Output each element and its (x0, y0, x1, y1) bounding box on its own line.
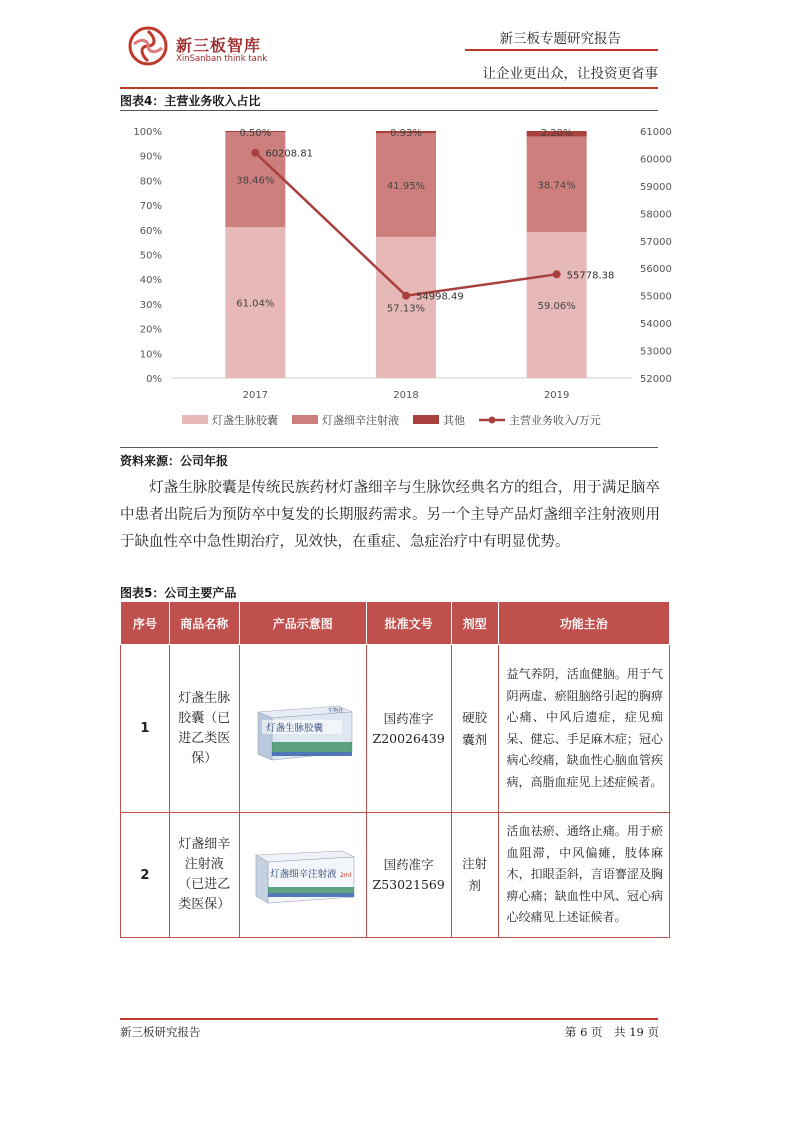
footer-divider (120, 1018, 658, 1020)
y-left-tick-label: 70% (139, 201, 162, 213)
header-form: 剂型 (451, 602, 498, 645)
box-title: 灯盏细辛注射液 (269, 868, 337, 880)
header-function: 功能主治 (498, 602, 669, 645)
y-right-tick-label: 60000 (640, 154, 672, 166)
revenue-data-label: 60208.81 (265, 148, 314, 160)
figure-divider (120, 447, 658, 448)
bar-data-label: 0.50% (239, 128, 272, 139)
legend-label: 灯盏细辛注射液 (322, 414, 399, 427)
indications: 活血祛瘀、通络止痛。用于瘀血阻滞，中风偏瘫，肢体麻木，扣眼歪斜，言语謇涩及胸痹心痛；缺血性中风、冠心病心绞痛见上述证候者。 (498, 813, 669, 938)
approval-number: 国药准字 Z53021569 (366, 813, 451, 938)
header-divider (120, 87, 658, 89)
revenue-point (251, 149, 259, 157)
y-left-tick-label: 80% (139, 176, 162, 188)
legend-label: 主营业务收入/万元 (509, 414, 601, 427)
brand-name: 新三板智库 (176, 36, 262, 55)
bar-data-label: 41.95% (386, 181, 426, 193)
revenue-point (553, 270, 561, 278)
table-header-row (121, 602, 670, 645)
header-name: 商品名称 (169, 602, 239, 645)
y-right-tick-label: 59000 (640, 181, 672, 193)
x-tick-label: 2019 (543, 390, 570, 401)
y-right-tick-label: 52000 (640, 374, 672, 385)
page-number: 第 6 页 共 19 页 (564, 1025, 659, 1039)
x-tick-label: 2017 (242, 390, 269, 401)
header-index: 序号 (121, 602, 170, 645)
y-left-tick-label: 20% (139, 324, 162, 336)
y-right-tick-label: 58000 (640, 209, 672, 221)
figure4-source: 资料来源：公司年报 (120, 454, 229, 468)
figure4-caption: 图表4：主营业务收入占比 (120, 94, 261, 108)
legend-swatch (413, 415, 439, 424)
box-title: 灯盏生脉胶囊 (265, 723, 323, 734)
revenue-point (402, 292, 410, 300)
y-right-tick-label: 56000 (640, 264, 672, 276)
brand-logo-icon (128, 26, 168, 66)
y-right-tick-label: 57000 (640, 236, 672, 248)
product-image (239, 645, 366, 813)
bar-data-label: 38.46% (236, 175, 275, 187)
y-right-tick-label: 55000 (640, 291, 672, 303)
dosage-form: 注射剂 (451, 813, 498, 938)
bar-data-label: 59.06% (537, 301, 576, 313)
capsule-box-image (248, 682, 358, 772)
header-divider (465, 49, 658, 51)
y-left-tick-label: 0% (146, 374, 162, 385)
brand-subtitle: XinSanban think tank (176, 54, 268, 64)
approval-number: 国药准字 Z20026439 (366, 645, 451, 813)
bar-data-label: 57.13% (386, 303, 426, 315)
y-left-tick-label: 50% (139, 250, 162, 262)
bar-data-label: 38.74% (537, 180, 576, 192)
product-image (239, 813, 366, 938)
table-row (121, 813, 670, 938)
figure5-caption: 图表5：公司主要产品 (120, 586, 237, 600)
header-approval: 批准文号 (366, 602, 451, 645)
injection-box-image (248, 835, 358, 913)
legend-line-marker (489, 417, 496, 424)
legend-swatch (182, 415, 208, 424)
y-left-tick-label: 40% (139, 275, 162, 287)
header-image: 产品示意图 (239, 602, 366, 645)
row-index: 2 (121, 813, 170, 938)
product-name: 灯盏细辛注射液（已进乙类医保） (169, 813, 239, 938)
revenue-share-chart (120, 113, 672, 445)
revenue-data-label: 54998.49 (416, 291, 464, 303)
bar-data-label: 2.20% (540, 128, 573, 139)
box-badge: 生物谷 (327, 708, 343, 714)
legend-swatch (292, 415, 318, 424)
x-tick-label: 2018 (393, 390, 419, 401)
box-badge: 2ml (339, 871, 352, 879)
body-paragraph: 灯盏生脉胶囊是传统民族药材灯盏细辛与生脉饮经典名方的组合，用于满足脑卒中患者出院后为预防卒中复发的长期服药需求。另一个主导产品灯盏细辛注射液则用于缺血性卒中急性期治疗，见效快，在重症、急症治疗中有明显优势。 (120, 480, 660, 550)
y-left-tick-label: 60% (139, 225, 162, 237)
y-left-tick-label: 90% (139, 151, 162, 163)
y-left-tick-label: 100% (133, 127, 162, 138)
report-title: 新三板专题研究报告 (499, 31, 621, 47)
figure-divider (120, 110, 658, 111)
y-right-tick-label: 53000 (640, 346, 672, 358)
y-left-tick-label: 10% (139, 349, 162, 361)
bar-data-label: 0.93% (390, 128, 422, 139)
y-right-tick-label: 54000 (640, 319, 672, 331)
y-left-tick-label: 30% (139, 299, 162, 311)
bar-data-label: 61.04% (236, 298, 275, 310)
legend-label: 其他 (443, 414, 465, 427)
revenue-data-label: 55778.38 (566, 270, 615, 282)
indications: 益气养阴，活血健脑。用于气阴两虚、瘀阻脑络引起的胸痹心痛、中风后遗症，症见痴呆、健忘、手足麻木症；冠心病心绞痛，缺血性心脑血管疾病，高脂血症见上述症候者。 (498, 645, 669, 813)
y-right-tick-label: 61000 (640, 127, 672, 138)
product-table (120, 601, 670, 938)
footer-label: 新三板研究报告 (120, 1025, 201, 1039)
legend-label: 灯盏生脉胶囊 (212, 414, 278, 427)
header-slogan: 让企业更出众，让投资更省事 (482, 66, 658, 82)
dosage-form: 硬胶囊剂 (451, 645, 498, 813)
table-row (121, 645, 670, 813)
product-name: 灯盏生脉胶囊（已进乙类医保） (169, 645, 239, 813)
row-index: 1 (121, 645, 170, 813)
